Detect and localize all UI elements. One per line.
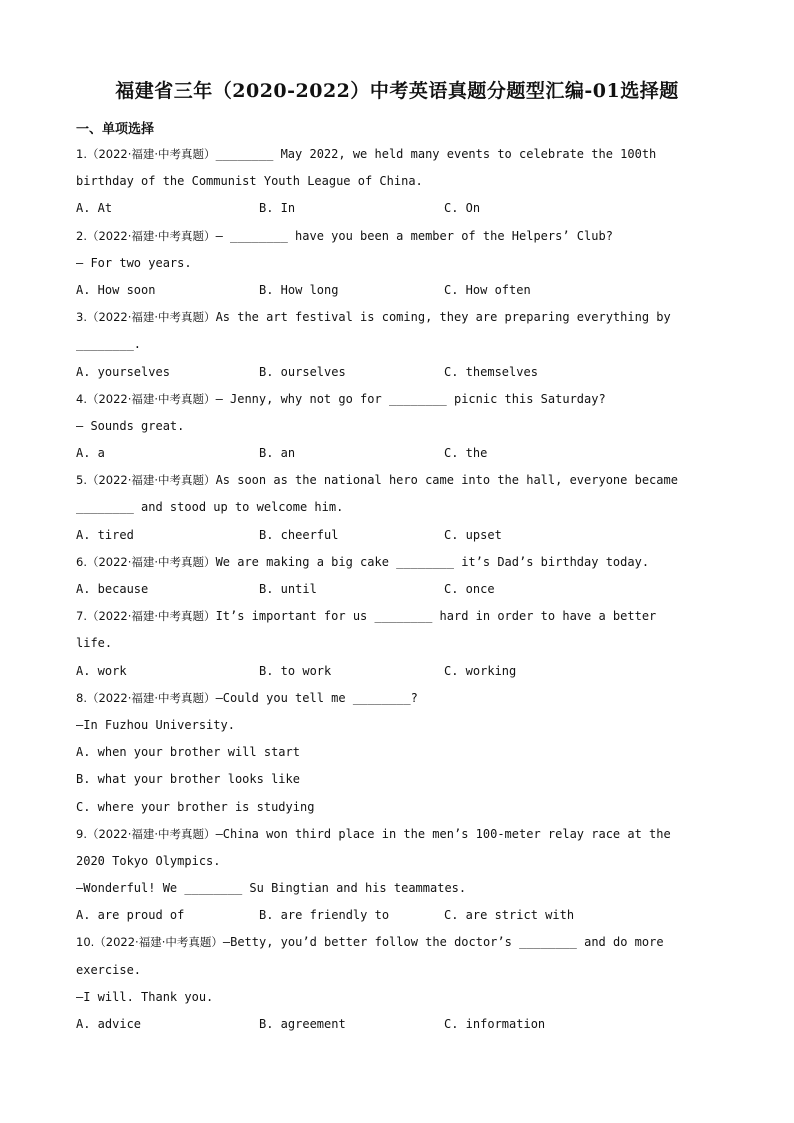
option-a: A. because: [76, 582, 149, 596]
question-text: —Wonderful! We ________ Su Bingtian and his teammates.: [76, 881, 467, 896]
question-line: [76, 797, 726, 824]
question-source: 1.（2022·福建·中考真题）: [76, 147, 216, 161]
question-stem: [76, 307, 726, 334]
option-a: A. are proud of: [76, 908, 185, 923]
question-line: [76, 633, 726, 660]
option-b: B. How long: [259, 282, 339, 297]
option-c: C. information: [444, 1017, 546, 1031]
question-line: [76, 253, 726, 280]
option-a: A. a: [76, 446, 105, 461]
question-stem: [76, 470, 726, 497]
option-a: A. tired: [76, 527, 134, 542]
question-text: exercise.: [76, 962, 142, 977]
question-source: 6.（2022·福建·中考真题）: [76, 554, 216, 569]
option-c: C. upset: [444, 527, 502, 542]
question-text: —I will. Thank you.: [76, 989, 214, 1004]
question-line: [76, 769, 726, 796]
answer-options: [76, 579, 726, 606]
question-line: [76, 171, 726, 198]
option-a: A. At: [76, 201, 113, 216]
option-a: A. work: [76, 663, 127, 678]
answer-options: [76, 905, 726, 932]
document-title: 福建省三年（2020-2022）中考英语真题分题型汇编-01选择题: [115, 80, 679, 102]
question-text: A. when your brother will start: [76, 745, 300, 760]
question-text: As soon as the national hero came into the hall, everyone became: [215, 473, 678, 488]
question-stem: [76, 552, 726, 579]
option-b: B. ourselves: [259, 364, 346, 379]
option-a: A. yourselves: [76, 364, 170, 379]
option-b: B. are friendly to: [259, 908, 390, 923]
question-stem: [76, 389, 726, 416]
question-line: [76, 960, 726, 987]
question-text: birthday of the Communist Youth League of China.: [76, 174, 423, 189]
answer-options: [76, 443, 726, 470]
option-c: C. working: [444, 663, 517, 678]
question-line: [76, 987, 726, 1014]
answer-options: [76, 525, 726, 552]
question-stem: [76, 688, 726, 715]
question-source: 4.（2022·福建·中考真题）: [76, 391, 216, 406]
question-list: [76, 144, 726, 1041]
option-b: B. an: [259, 446, 296, 461]
option-a: A. advice: [76, 1017, 142, 1031]
question-text: — ________ have you been a member of the Helpers’ Club?: [215, 228, 613, 243]
question-text: ________ May 2022, we held many events to celebrate the 100th: [215, 147, 657, 161]
question-text: 2020 Tokyo Olympics.: [76, 853, 221, 868]
question-source: 10.（2022·福建·中考真题）: [76, 935, 223, 950]
option-c: C. How often: [444, 282, 531, 297]
question-text: — For two years.: [76, 255, 192, 270]
question-line: [76, 715, 726, 742]
question-source: 8.（2022·福建·中考真题）: [76, 690, 216, 705]
option-a: A. How soon: [76, 282, 156, 297]
question-line: [76, 416, 726, 443]
question-line: [76, 878, 726, 905]
question-source: 3.（2022·福建·中考真题）: [76, 310, 216, 325]
question-stem: [76, 606, 726, 633]
answer-options: [76, 362, 726, 389]
question-text: life.: [76, 636, 113, 651]
option-b: B. cheerful: [259, 527, 339, 542]
question-text: As the art festival is coming, they are preparing everything by: [215, 310, 671, 325]
question-line: [76, 851, 726, 878]
question-line: [76, 497, 726, 524]
question-source: 9.（2022·福建·中考真题）: [76, 826, 216, 841]
question-stem: [76, 824, 726, 851]
answer-options: [76, 198, 726, 225]
question-stem: [76, 226, 726, 253]
question-text: We are making a big cake ________ it’s Dad’s birthday today.: [215, 554, 650, 569]
option-b: B. to work: [259, 663, 332, 678]
answer-options: [76, 280, 726, 307]
option-b: B. In: [259, 201, 296, 216]
section-heading: 一、单项选择: [76, 122, 155, 137]
question-stem: [76, 144, 726, 171]
question-text: It’s important for us ________ hard in order to have a better: [215, 609, 657, 624]
question-text: — Sounds great.: [76, 418, 185, 433]
question-source: 2.（2022·福建·中考真题）: [76, 228, 216, 243]
question-text: —China won third place in the men’s 100-meter relay race at the: [215, 826, 671, 841]
question-line: [76, 334, 726, 361]
answer-options: [76, 661, 726, 688]
question-text: — Jenny, why not go for ________ picnic this Saturday?: [215, 391, 606, 406]
question-stem: [76, 932, 726, 959]
option-c: C. the: [444, 446, 488, 461]
option-c: C. once: [444, 582, 495, 596]
question-source: 7.（2022·福建·中考真题）: [76, 609, 216, 624]
question-source: 5.（2022·福建·中考真题）: [76, 473, 216, 488]
answer-options: [76, 1014, 726, 1041]
option-c: C. are strict with: [444, 908, 575, 923]
question-line: [76, 742, 726, 769]
question-text: C. where your brother is studying: [76, 799, 315, 814]
question-text: —Betty, you’d better follow the doctor’s ________ and do more: [222, 935, 664, 950]
question-text: —In Fuzhou University.: [76, 717, 235, 732]
option-c: C. themselves: [444, 364, 538, 379]
question-text: —Could you tell me ________?: [215, 690, 418, 705]
question-text: ________ and stood up to welcome him.: [76, 500, 344, 515]
question-text: ________.: [76, 337, 142, 352]
option-c: C. On: [444, 201, 481, 216]
question-text: B. what your brother looks like: [76, 772, 300, 787]
option-b: B. until: [259, 582, 317, 596]
option-b: B. agreement: [259, 1017, 346, 1031]
